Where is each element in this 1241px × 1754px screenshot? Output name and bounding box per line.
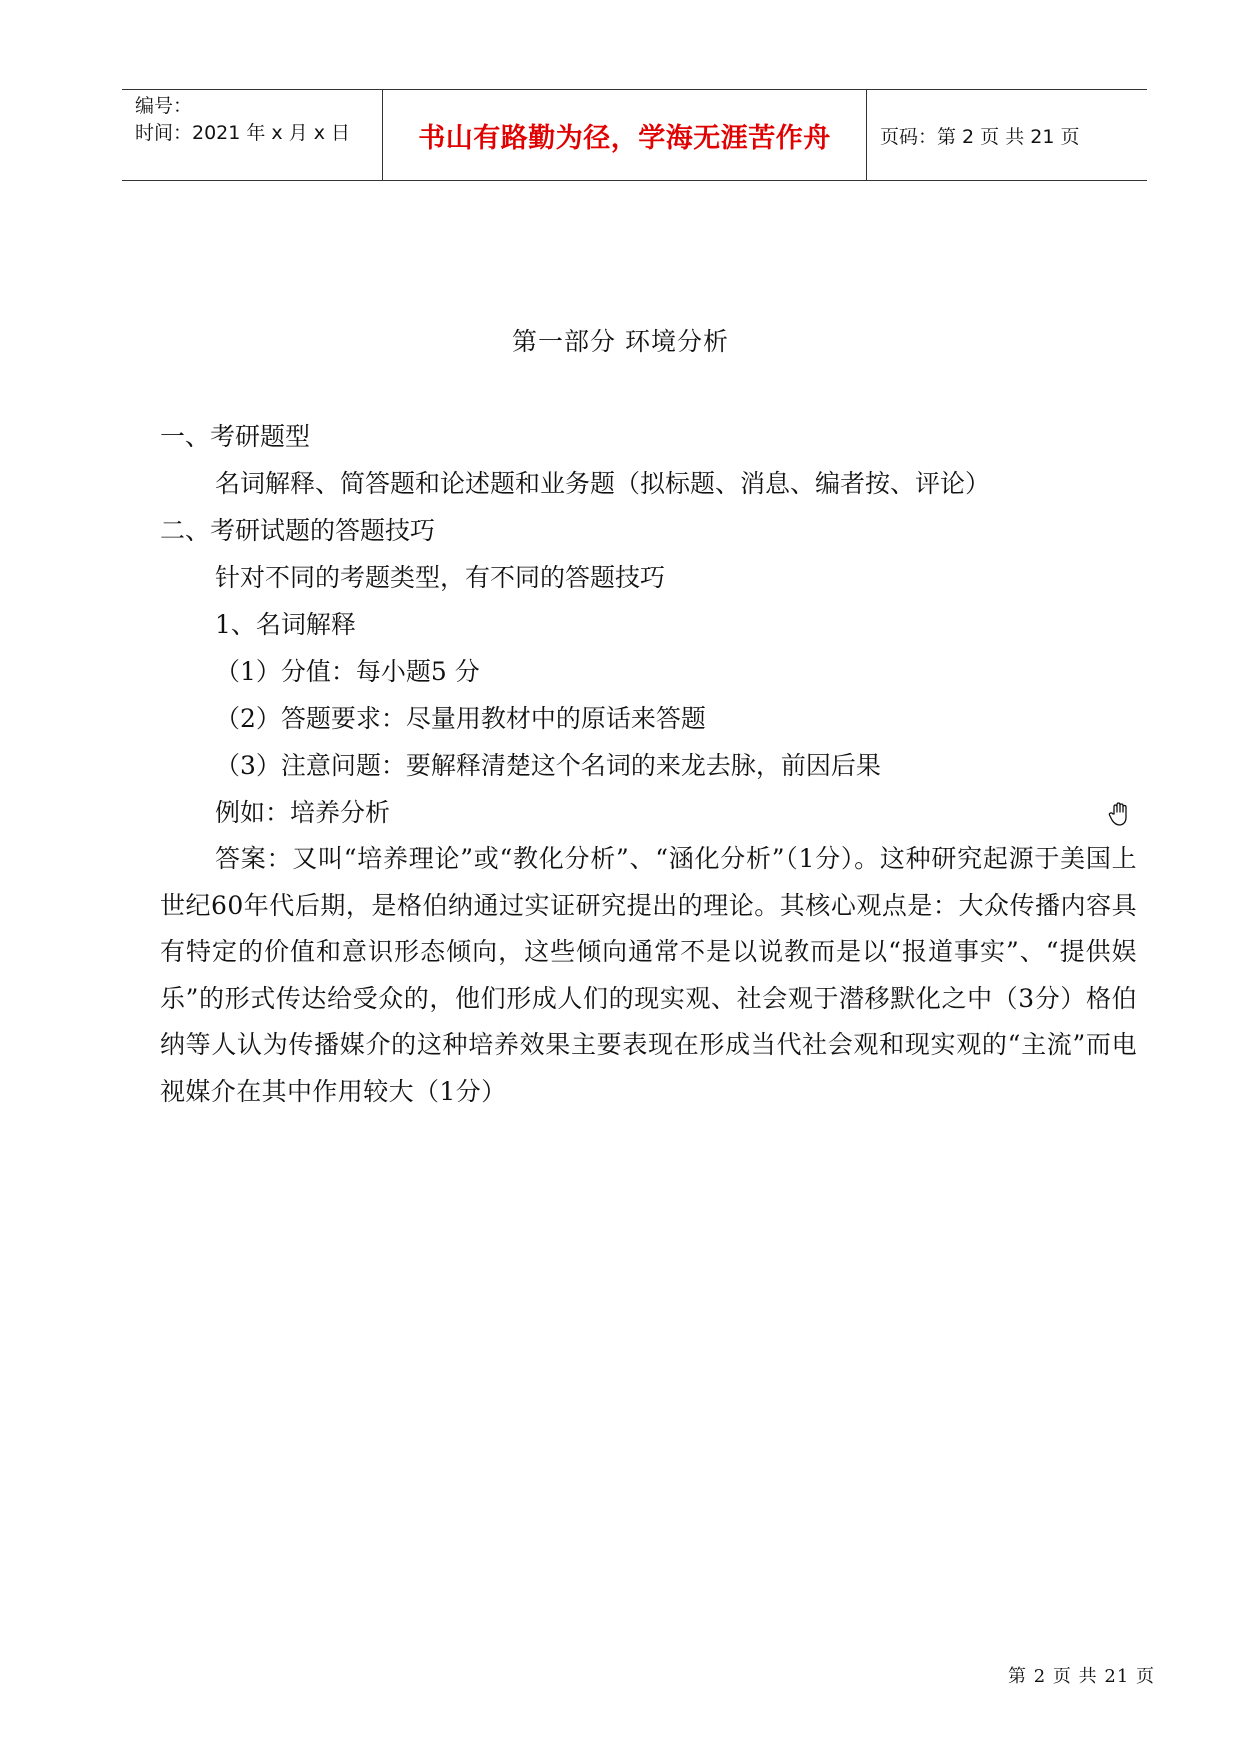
header-meta — [122, 90, 382, 180]
header-motto: 书山有路勤为径，学海无涯苦作舟 — [418, 122, 831, 154]
heading-term-explanation: 1、名词解释 — [215, 610, 356, 639]
document-time-label: 时间：2021 年 x 月 x 日 — [135, 122, 351, 144]
hand-cursor-icon — [1106, 800, 1134, 828]
answer-skills-text: 针对不同的考题类型，有不同的答题技巧 — [215, 563, 666, 592]
document-body — [160, 413, 1137, 1115]
answer-paragraph: 答案：又叫“培养理论”或“教化分析”、“涵化分析”（1分）。这种研究起源于美国上世纪60年代后期，是格伯纳通过实证研究提出的理论。其核心观点是：大众传播内容具有特定的价值和意识形态倾向，这些倾向通常不是以说教而是以“报道事实”、“提供娱乐”的形式传达给受众的，他们形成人们的现实观、社会观于潜移默化之中（3分）格伯纳等人认为传播媒介的这种培养效果主要表现在形成当代社会观和现实观的“主流”而电视媒介在其中作用较大（1分） — [160, 844, 1137, 1106]
header-motto-cell — [382, 90, 867, 180]
heading-exam-types: 一、考研题型 — [160, 422, 311, 451]
header-page-code: 页码：第 2 页 共 21 页 — [880, 125, 1080, 148]
page-header — [122, 89, 1147, 181]
section-title: 第一部分 环境分析 — [512, 327, 729, 356]
page-footer: 第 2 页 共 21 页 — [1008, 1666, 1155, 1687]
exam-types-text: 名词解释、简答题和论述题和业务题（拟标题、消息、编者按、评论） — [215, 469, 991, 498]
document-number-label: 编号： — [135, 95, 193, 117]
example-label: 例如：培养分析 — [215, 798, 391, 827]
list-item-attention: （3）注意问题：要解释清楚这个名词的来龙去脉，前因后果 — [215, 751, 881, 780]
heading-answer-skills: 二、考研试题的答题技巧 — [160, 516, 436, 545]
list-item-requirement: （2）答题要求：尽量用教材中的原话来答题 — [215, 704, 706, 733]
list-item-score: （1）分值：每小题5 分 — [215, 657, 480, 686]
